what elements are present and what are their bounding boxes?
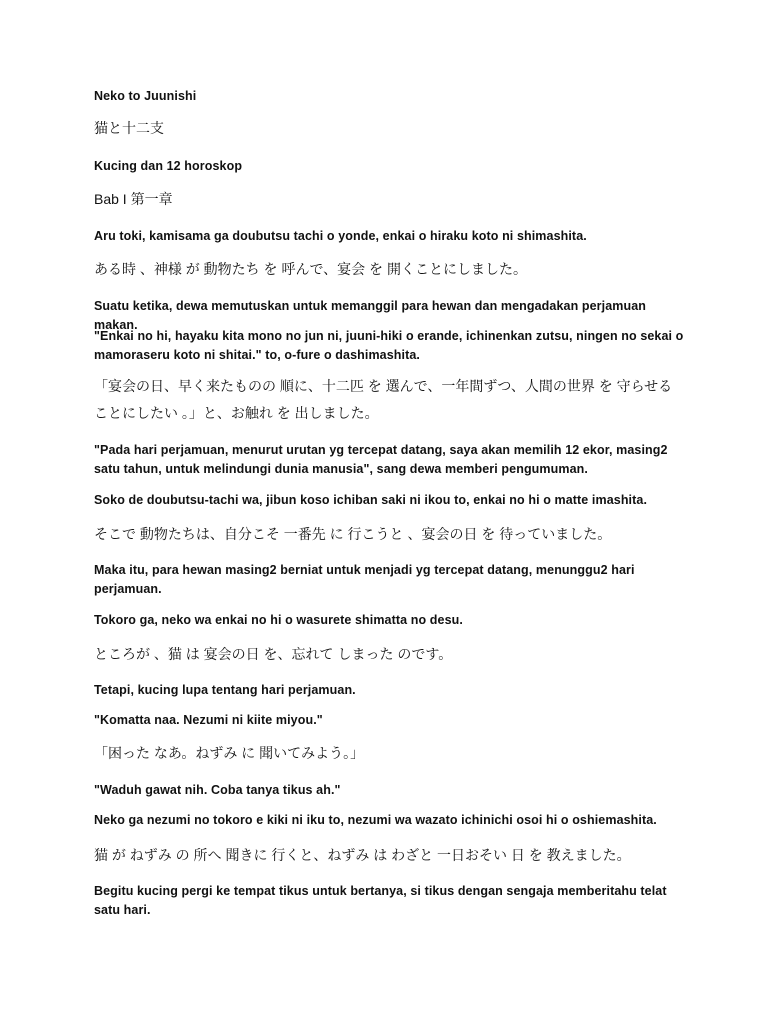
paragraph-romaji-3: Soko de doubutsu-tachi wa, jibun koso ichiban saki ni ikou to, enkai no hi o matte imashita. xyxy=(94,493,648,507)
paragraph-japanese-1: ある時 、神様 が 動物たち を 呼んで、宴会 を 開くことにしました。 xyxy=(94,261,527,277)
paragraph-indonesian-5: "Waduh gawat nih. Coba tanya tikus ah." xyxy=(94,783,341,797)
paragraph-japanese-3: そこで 動物たちは、自分こそ 一番先 に 行こうと 、宴会の日 を 待っていました。 xyxy=(94,526,612,542)
paragraph-indonesian-6: Begitu kucing pergi ke tempat tikus untuk bertanya, si tikus dengan sengaja memberitahu telat satu hari. xyxy=(94,884,667,917)
chapter-heading: Bab I 第一章 xyxy=(94,191,173,207)
document-title-japanese: 猫と十二支 xyxy=(94,120,164,136)
paragraph-romaji-5: "Komatta naa. Nezumi ni kiite miyou." xyxy=(94,713,323,727)
paragraph-romaji-2: "Enkai no hi, hayaku kita mono no jun ni, juuni-hiki o erande, ichinenkan zutsu, ningen no sekai o mamoraseru koto ni shitai." to, o-fure o dashimashita. xyxy=(94,329,684,362)
paragraph-romaji-4: Tokoro ga, neko wa enkai no hi o wasurete shimatta no desu. xyxy=(94,613,463,627)
paragraph-indonesian-4: Tetapi, kucing lupa tentang hari perjamuan. xyxy=(94,683,356,697)
paragraph-indonesian-3: Maka itu, para hewan masing2 berniat untuk menjadi yg tercepat datang, menunggu2 hari perjamuan. xyxy=(94,563,635,596)
paragraph-indonesian-2: "Pada hari perjamuan, menurut urutan yg tercepat datang, saya akan memilih 12 ekor, masing2 satu tahun, untuk melindungi dunia manusia", sang dewa memberi pengumuman. xyxy=(94,443,668,476)
document-title-romaji: Neko to Juunishi xyxy=(94,89,197,103)
paragraph-romaji-1: Aru toki, kamisama ga doubutsu tachi o yonde, enkai o hiraku koto ni shimashita. xyxy=(94,229,587,243)
paragraph-indonesian-1: Suatu ketika, dewa memutuskan untuk memanggil para hewan dan mengadakan perjamuan makan. xyxy=(94,299,646,332)
paragraph-japanese-4: ところが 、猫 は 宴会の日 を、忘れて しまった のです。 xyxy=(94,646,453,662)
document-title-indonesian: Kucing dan 12 horoskop xyxy=(94,159,243,173)
paragraph-japanese-6: 猫 が ねずみ の 所へ 聞きに 行くと、ねずみ は わざと 一日おそい 日 を 教えました。 xyxy=(94,847,631,863)
paragraph-romaji-6: Neko ga nezumi no tokoro e kiki ni iku to, nezumi wa wazato ichinichi osoi hi o oshiemashita. xyxy=(94,813,657,827)
paragraph-japanese-2: 「宴会の日、早く来たものの 順に、十二匹 を 選んで、一年間ずつ、人間の世界 を 守らせる ことにしたい 。」と、お触れ を 出しました。 xyxy=(94,378,673,421)
paragraph-japanese-5: 「困った なあ。ねずみ に 聞いてみよう。」 xyxy=(94,745,365,761)
